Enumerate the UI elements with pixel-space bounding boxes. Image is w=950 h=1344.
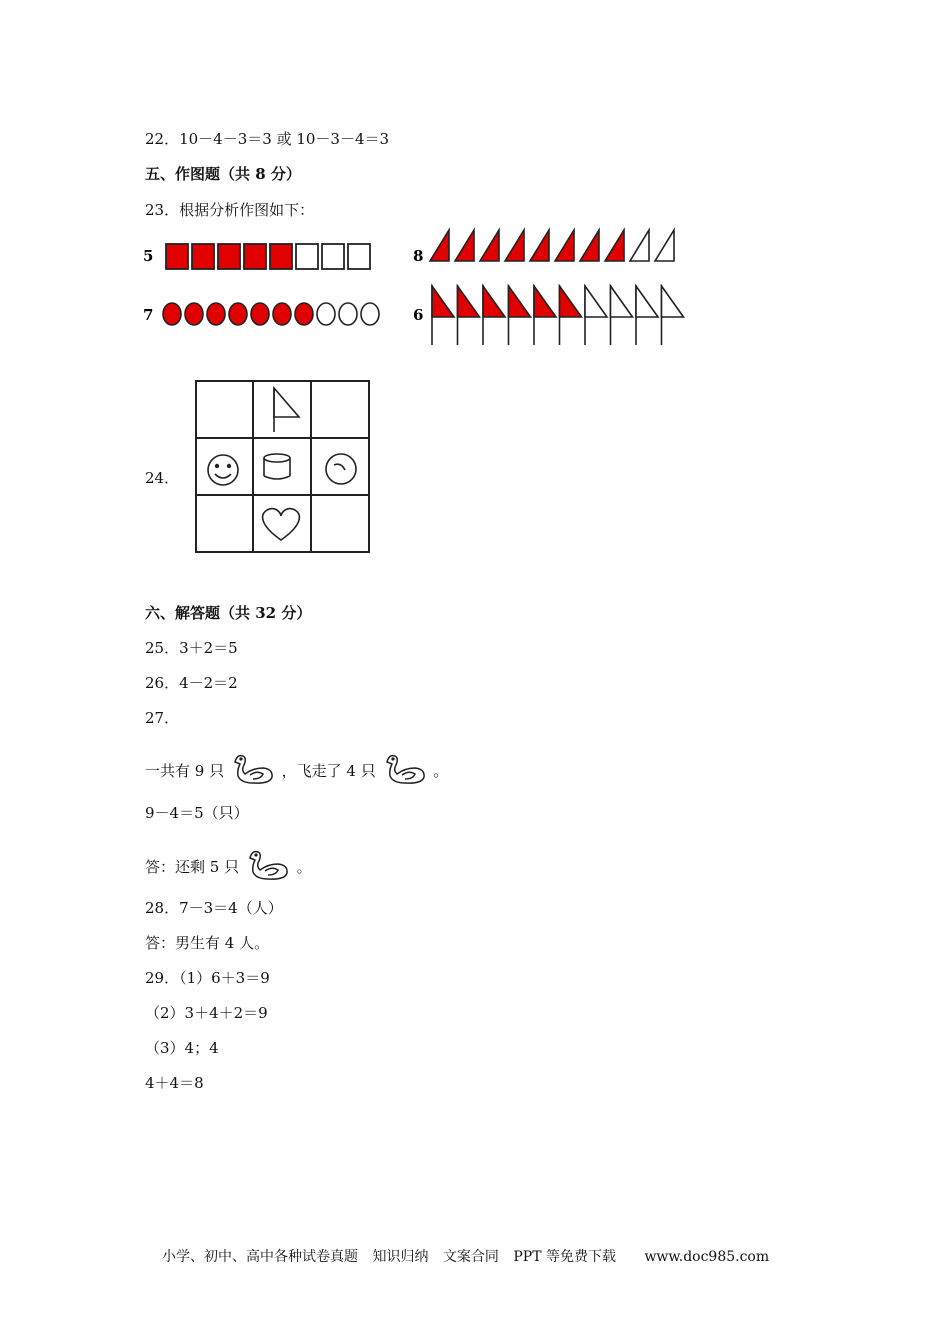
- answer-27-text-b: ，飞走了 4 只: [281, 762, 376, 780]
- filled-square: [192, 244, 214, 269]
- filled-flag: [458, 285, 480, 345]
- filled-oval: [185, 303, 203, 325]
- filled-oval: [229, 303, 247, 325]
- filled-triangle: [430, 230, 449, 261]
- filled-triangle: [605, 230, 624, 261]
- empty-oval: [317, 303, 335, 325]
- filled-oval: [163, 303, 181, 325]
- flag-cloth: [534, 286, 556, 317]
- answer-29-line2: （2）3＋4＋2＝9: [145, 1004, 268, 1022]
- filled-square: [270, 244, 292, 269]
- triangles-row: [430, 230, 674, 261]
- page-footer: [162, 1246, 802, 1266]
- heart-icon: [263, 509, 300, 540]
- answer-28-line2: 答：男生有 4 人。: [145, 934, 270, 952]
- answer-27-text-c: 。: [433, 762, 449, 780]
- footer-text-4: PPT 等免费下载: [513, 1249, 616, 1265]
- filled-flag: [483, 285, 505, 345]
- answer-28-line1: 28．7－3＝4（人）: [145, 899, 283, 917]
- duck-icon: [246, 848, 290, 882]
- empty-square: [322, 244, 344, 269]
- triangles-count-label: 8: [413, 247, 424, 265]
- filled-oval: [295, 303, 313, 325]
- flags-row: [432, 285, 684, 345]
- filled-oval: [251, 303, 269, 325]
- answer-26: 26．4－2＝2: [145, 674, 238, 692]
- cylinder-icon: [264, 454, 290, 479]
- filled-flag: [432, 285, 454, 345]
- flag-cloth: [432, 286, 454, 317]
- answer-25: 25．3＋2＝5: [145, 639, 238, 657]
- flag-cloth: [585, 286, 607, 317]
- footer-text-1: 小学、初中、高中各种试卷真题: [162, 1249, 358, 1265]
- ovals-row: [163, 303, 379, 325]
- filled-square: [166, 244, 188, 269]
- filled-flag: [509, 285, 531, 345]
- empty-flag: [636, 285, 658, 345]
- flag-cloth: [509, 286, 531, 317]
- answer-27-label: 27．: [145, 709, 180, 727]
- flag-cloth: [611, 286, 633, 317]
- answer-27-line3: [145, 848, 312, 882]
- section-6-title: 六、解答题（共 32 分）: [145, 604, 312, 622]
- flag-cloth: [560, 286, 582, 317]
- duck-icon: [231, 752, 275, 786]
- squares-row: [166, 244, 370, 269]
- filled-triangle: [480, 230, 499, 261]
- flag-cloth: [636, 286, 658, 317]
- empty-triangle: [655, 230, 674, 261]
- answer-22: 22．10－4－3＝3 或 10－3－4＝3: [145, 130, 390, 148]
- filled-flag: [560, 285, 582, 345]
- empty-triangle: [630, 230, 649, 261]
- filled-triangle: [505, 230, 524, 261]
- flag-cloth: [483, 286, 505, 317]
- answer-27-text-d: 答：还剩 5 只: [145, 858, 240, 876]
- answer-23-intro: 23．根据分析作图如下：: [145, 201, 315, 219]
- empty-oval: [339, 303, 357, 325]
- duck-icon: [383, 752, 427, 786]
- answer-23-figure: [140, 225, 700, 355]
- flag-cloth: [662, 286, 684, 317]
- footer-url-link[interactable]: www.doc985.com: [644, 1249, 770, 1265]
- empty-flag: [585, 285, 607, 345]
- flag-icon: [274, 388, 299, 432]
- squares-count-label: 5: [143, 247, 154, 265]
- flag-cloth: [458, 286, 480, 317]
- answer-29-line1: 29．（1）6＋3＝9: [145, 969, 270, 987]
- answer-27-text-e: 。: [296, 858, 312, 876]
- filled-triangle: [455, 230, 474, 261]
- empty-flag: [611, 285, 633, 345]
- filled-square: [244, 244, 266, 269]
- empty-flag: [662, 285, 684, 345]
- answer-24-label: 24．: [145, 469, 180, 487]
- position-grid: [195, 380, 371, 555]
- empty-oval: [361, 303, 379, 325]
- answer-24-grid: [195, 380, 371, 555]
- ovals-count-label: 7: [143, 306, 154, 324]
- filled-oval: [273, 303, 291, 325]
- footer-text-3: 文案合同: [442, 1249, 499, 1265]
- filled-triangle: [580, 230, 599, 261]
- flags-count-label: 6: [413, 306, 424, 324]
- filled-oval: [207, 303, 225, 325]
- answer-27-line1: [145, 752, 448, 786]
- answer-29-line4: 4＋4＝8: [145, 1074, 204, 1092]
- filled-triangle: [555, 230, 574, 261]
- empty-square: [296, 244, 318, 269]
- smiley-face-icon: [208, 455, 238, 485]
- answer-27-line2: 9－4＝5（只）: [145, 804, 249, 822]
- filled-square: [218, 244, 240, 269]
- clock-icon: [326, 454, 356, 484]
- filled-triangle: [530, 230, 549, 261]
- answer-23-drawing: [140, 225, 700, 355]
- empty-square: [348, 244, 370, 269]
- answer-27-text-a: 一共有 9 只: [145, 762, 225, 780]
- filled-flag: [534, 285, 556, 345]
- section-5-title: 五、作图题（共 8 分）: [145, 165, 301, 183]
- answer-29-line3: （3）4；4: [145, 1039, 219, 1057]
- footer-text-2: 知识归纳: [372, 1249, 429, 1265]
